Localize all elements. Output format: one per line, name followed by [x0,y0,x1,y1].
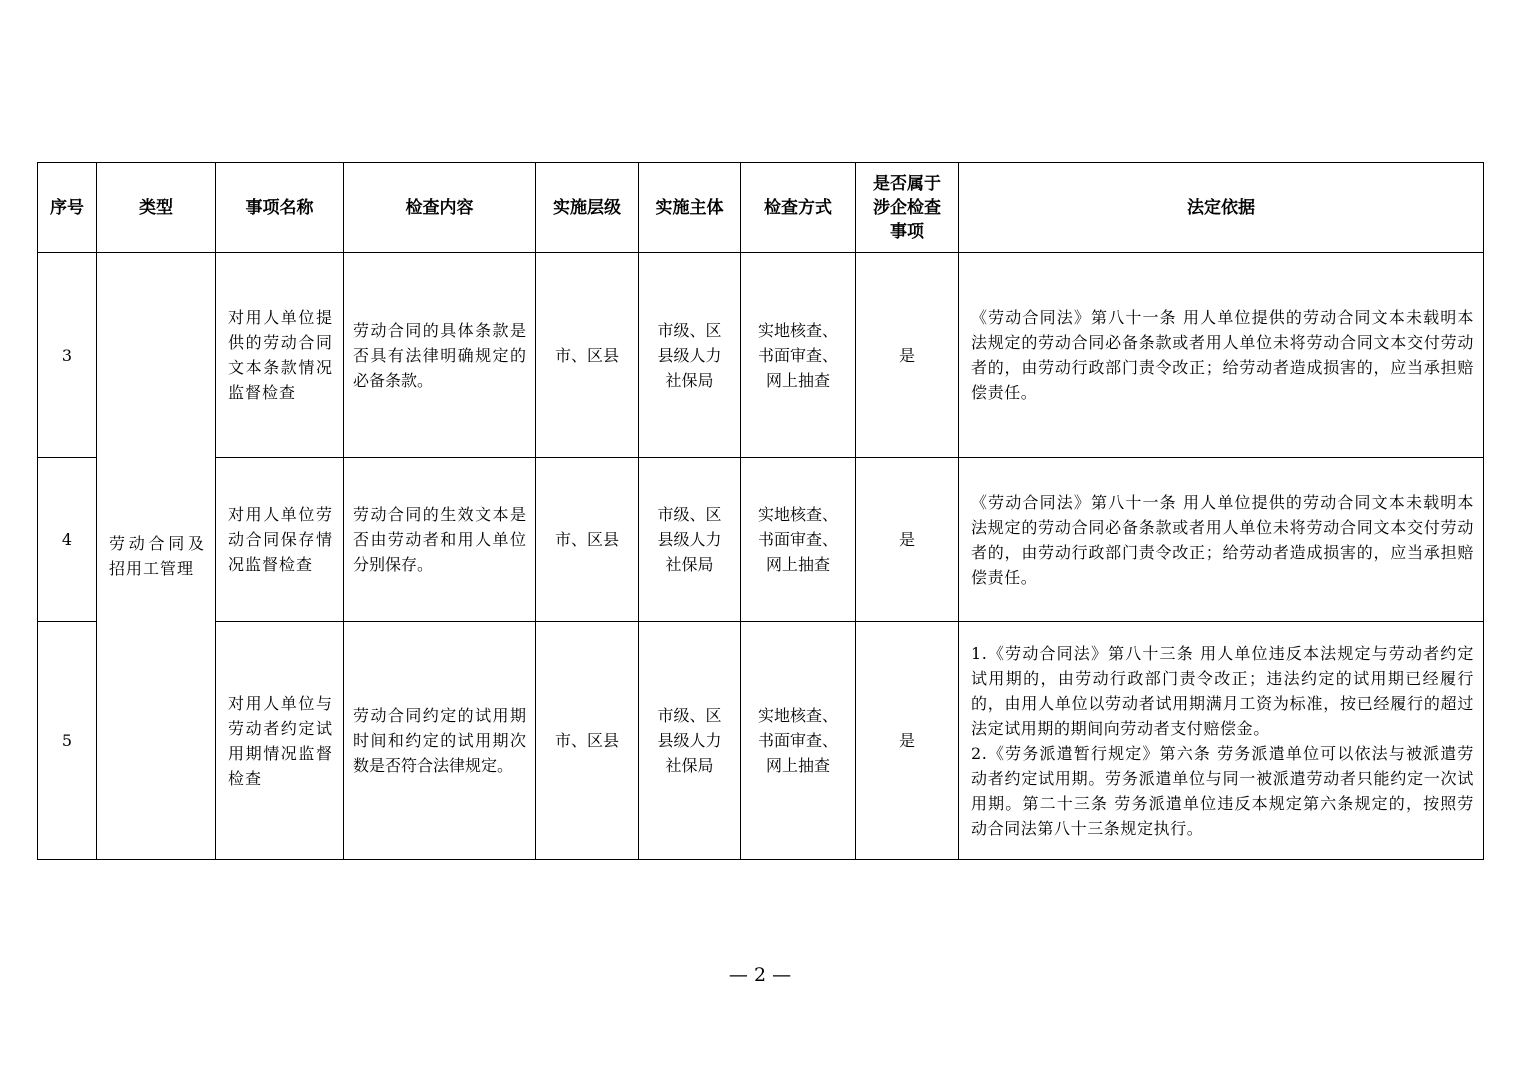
header-subject: 实施主体 [639,163,741,253]
basis-item-2: 2.《劳务派遣暂行规定》第六条 劳务派遣单位可以依法与被派遣劳动者约定试用期。劳务派遣单位与同一被派遣劳动者只能约定一次试用期。第二十三条 劳务派遣单位违反本规定第六条规定的，按照劳动合同法第八十三条规定执行。 [971,743,1474,838]
row-subject: 市级、区 县级人力 社保局 [639,622,741,860]
row-method: 实地核查、 书面审查、 网上抽查 [741,622,856,860]
table-row [38,622,1484,860]
type-group-cell: 劳动合同及招用工管理 [97,253,216,860]
table-row [38,458,1484,622]
table-row [38,253,1484,458]
table-header-row [38,163,1484,253]
row-seq: 5 [38,622,97,860]
header-level: 实施层级 [536,163,639,253]
page-number: — 2 — [728,964,792,986]
row-basis: 《劳动合同法》第八十一条 用人单位提供的劳动合同文本未载明本法规定的劳动合同必备条款或者用人单位未将劳动合同文本交付劳动者的，由劳动行政部门责令改正；给劳动者造成损害的，应当承担赔偿责任。 [959,253,1484,458]
row-basis: 《劳动合同法》第八十一条 用人单位提供的劳动合同文本未载明本法规定的劳动合同必备条款或者用人单位未将劳动合同文本交付劳动者的，由劳动行政部门责令改正；给劳动者造成损害的，应当承担赔偿责任。 [959,458,1484,622]
row-is-enterprise: 是 [856,458,959,622]
header-seq: 序号 [38,163,97,253]
row-subject: 市级、区 县级人力 社保局 [639,458,741,622]
header-item-name: 事项名称 [216,163,344,253]
row-method: 实地核查、 书面审查、 网上抽查 [741,253,856,458]
header-is-enterprise: 是否属于 涉企检查 事项 [856,163,959,253]
header-method: 检查方式 [741,163,856,253]
header-content: 检查内容 [344,163,536,253]
row-is-enterprise: 是 [856,253,959,458]
header-basis: 法定依据 [959,163,1484,253]
row-item-name: 对用人单位与劳动者约定试用期情况监督检查 [216,622,344,860]
row-subject: 市级、区 县级人力 社保局 [639,253,741,458]
row-level: 市、区县 [536,622,639,860]
row-seq: 4 [38,458,97,622]
inspection-items-table [37,162,1484,860]
row-content: 劳动合同的生效文本是否由劳动者和用人单位分别保存。 [344,458,536,622]
row-item-name: 对用人单位提供的劳动合同文本条款情况监督检查 [216,253,344,458]
basis-item-1: 1.《劳动合同法》第八十三条 用人单位违反本法规定与劳动者约定试用期的，由劳动行政部门责令改正；违法约定的试用期已经履行的，由用人单位以劳动者试用期满月工资为标准，按已经履行的超过法定试用期的期间向劳动者支付赔偿金。 [971,643,1474,738]
row-item-name: 对用人单位劳动合同保存情况监督检查 [216,458,344,622]
row-method: 实地核查、 书面审查、 网上抽查 [741,458,856,622]
row-seq: 3 [38,253,97,458]
row-content: 劳动合同约定的试用期时间和约定的试用期次数是否符合法律规定。 [344,622,536,860]
header-type: 类型 [97,163,216,253]
row-level: 市、区县 [536,458,639,622]
row-basis [959,622,1484,860]
row-is-enterprise: 是 [856,622,959,860]
row-level: 市、区县 [536,253,639,458]
row-content: 劳动合同的具体条款是否具有法律明确规定的必备条款。 [344,253,536,458]
